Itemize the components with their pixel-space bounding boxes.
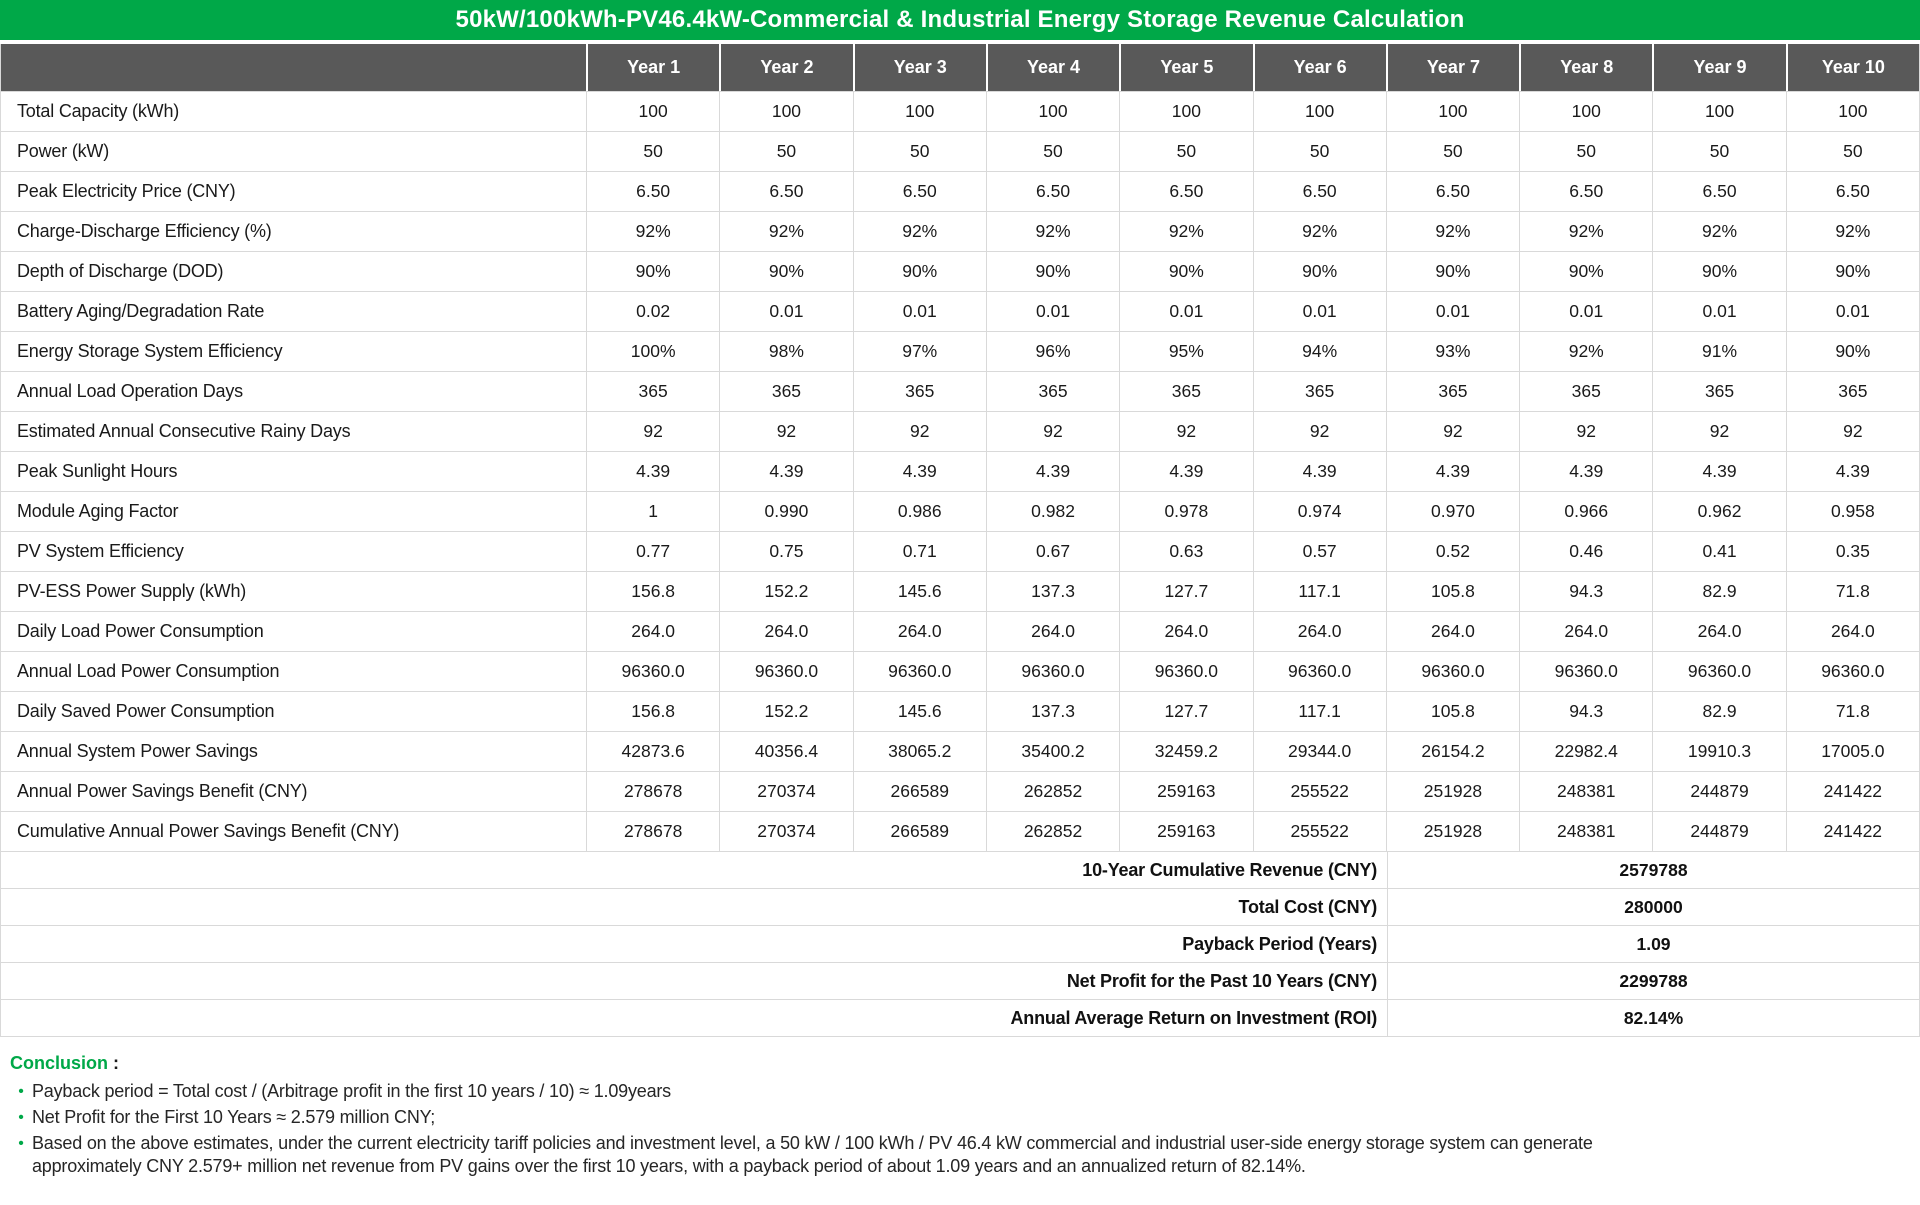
summary-value: 2579788 xyxy=(1387,852,1919,888)
data-cell: 1 xyxy=(586,492,719,531)
data-cell: 270374 xyxy=(719,772,852,811)
data-cell: 100 xyxy=(1386,92,1519,131)
summary-row xyxy=(1,889,1919,926)
table-row xyxy=(1,132,1919,172)
summary-value: 82.14% xyxy=(1387,1000,1919,1036)
data-cell: 38065.2 xyxy=(853,732,986,771)
data-cell: 92% xyxy=(1786,212,1919,251)
data-cell: 251928 xyxy=(1386,812,1519,851)
data-cell: 255522 xyxy=(1253,772,1386,811)
data-cell: 0.974 xyxy=(1253,492,1386,531)
data-cell: 262852 xyxy=(986,812,1119,851)
data-cell: 241422 xyxy=(1786,772,1919,811)
row-label-cell: Annual Load Power Consumption xyxy=(17,661,280,681)
data-cell: 42873.6 xyxy=(586,732,719,771)
data-cell: 0.01 xyxy=(853,292,986,331)
data-cell: 278678 xyxy=(586,812,719,851)
data-cell: 92 xyxy=(986,412,1119,451)
year-header-cell: Year 8 xyxy=(1519,44,1652,91)
revenue-table xyxy=(0,44,1920,1037)
data-cell: 6.50 xyxy=(1119,172,1252,211)
data-cell: 4.39 xyxy=(719,452,852,491)
data-cell: 100 xyxy=(1519,92,1652,131)
data-cell: 137.3 xyxy=(986,692,1119,731)
row-label-cell: PV-ESS Power Supply (kWh) xyxy=(17,581,247,601)
data-cell: 0.990 xyxy=(719,492,852,531)
data-cell: 96360.0 xyxy=(853,652,986,691)
data-cell: 264.0 xyxy=(1519,612,1652,651)
data-cell: 82.9 xyxy=(1652,572,1785,611)
data-cell: 94.3 xyxy=(1519,572,1652,611)
title-bar xyxy=(0,0,1920,40)
data-cell: 264.0 xyxy=(1253,612,1386,651)
summary-value: 280000 xyxy=(1387,889,1919,925)
summary-label: 10-Year Cumulative Revenue (CNY) xyxy=(1082,859,1377,880)
table-row xyxy=(1,252,1919,292)
bullet-item xyxy=(10,1080,1700,1103)
data-cell: 264.0 xyxy=(1652,612,1785,651)
data-cell: 127.7 xyxy=(1119,572,1252,611)
data-cell: 4.39 xyxy=(1386,452,1519,491)
year-header-cell: Year 1 xyxy=(586,44,719,91)
bullet-text: Net Profit for the First 10 Years ≈ 2.579 million CNY; xyxy=(32,1107,436,1127)
data-cell: 244879 xyxy=(1652,812,1785,851)
data-cell: 96360.0 xyxy=(1519,652,1652,691)
row-label-cell: Energy Storage System Efficiency xyxy=(17,341,283,361)
data-cell: 92 xyxy=(586,412,719,451)
table-row xyxy=(1,492,1919,532)
data-cell: 32459.2 xyxy=(1119,732,1252,771)
data-cell: 96360.0 xyxy=(586,652,719,691)
data-cell: 270374 xyxy=(719,812,852,851)
data-cell: 6.50 xyxy=(1786,172,1919,211)
row-label-cell: Peak Sunlight Hours xyxy=(17,461,178,481)
data-cell: 0.962 xyxy=(1652,492,1785,531)
data-cell: 117.1 xyxy=(1253,572,1386,611)
data-cell: 71.8 xyxy=(1786,572,1919,611)
data-cell: 0.46 xyxy=(1519,532,1652,571)
data-cell: 0.01 xyxy=(1652,292,1785,331)
data-cell: 92 xyxy=(1253,412,1386,451)
data-cell: 94.3 xyxy=(1519,692,1652,731)
data-cell: 90% xyxy=(853,252,986,291)
data-cell: 50 xyxy=(1519,132,1652,171)
data-cell: 0.77 xyxy=(586,532,719,571)
data-cell: 71.8 xyxy=(1786,692,1919,731)
table-row xyxy=(1,212,1919,252)
table-row xyxy=(1,732,1919,772)
data-cell: 251928 xyxy=(1386,772,1519,811)
data-cell: 117.1 xyxy=(1253,692,1386,731)
data-cell: 22982.4 xyxy=(1519,732,1652,771)
data-cell: 156.8 xyxy=(586,572,719,611)
data-cell: 96360.0 xyxy=(1253,652,1386,691)
data-cell: 152.2 xyxy=(719,692,852,731)
data-cell: 241422 xyxy=(1786,812,1919,851)
data-cell: 0.75 xyxy=(719,532,852,571)
data-cell: 100 xyxy=(986,92,1119,131)
data-cell: 92% xyxy=(1253,212,1386,251)
data-cell: 92% xyxy=(719,212,852,251)
bullet-item xyxy=(10,1132,1700,1178)
data-cell: 100 xyxy=(1786,92,1919,131)
row-label-cell: PV System Efficiency xyxy=(17,541,184,561)
data-cell: 266589 xyxy=(853,812,986,851)
data-cell: 0.970 xyxy=(1386,492,1519,531)
data-cell: 100 xyxy=(853,92,986,131)
table-row xyxy=(1,652,1919,692)
row-label-cell: Depth of Discharge (DOD) xyxy=(17,261,224,281)
data-cell: 92% xyxy=(1652,212,1785,251)
data-cell: 92 xyxy=(1519,412,1652,451)
data-cell: 264.0 xyxy=(986,612,1119,651)
row-label-cell: Annual Power Savings Benefit (CNY) xyxy=(17,781,308,801)
data-cell: 0.986 xyxy=(853,492,986,531)
year-header-cell: Year 9 xyxy=(1652,44,1785,91)
data-cell: 100 xyxy=(719,92,852,131)
summary-row xyxy=(1,1000,1919,1037)
table-row xyxy=(1,772,1919,812)
data-cell: 50 xyxy=(853,132,986,171)
data-cell: 6.50 xyxy=(1386,172,1519,211)
data-cell: 90% xyxy=(1119,252,1252,291)
year-header-cell: Year 7 xyxy=(1386,44,1519,91)
data-cell: 96% xyxy=(986,332,1119,371)
data-cell: 92% xyxy=(1386,212,1519,251)
data-cell: 93% xyxy=(1386,332,1519,371)
data-cell: 95% xyxy=(1119,332,1252,371)
year-header-cell: Year 10 xyxy=(1786,44,1919,91)
row-label-cell: Daily Saved Power Consumption xyxy=(17,701,275,721)
data-cell: 0.982 xyxy=(986,492,1119,531)
data-cell: 266589 xyxy=(853,772,986,811)
data-cell: 92% xyxy=(986,212,1119,251)
data-cell: 0.41 xyxy=(1652,532,1785,571)
data-cell: 90% xyxy=(1652,252,1785,291)
data-cell: 0.01 xyxy=(1119,292,1252,331)
data-cell: 365 xyxy=(853,372,986,411)
data-cell: 6.50 xyxy=(1253,172,1386,211)
data-cell: 4.39 xyxy=(986,452,1119,491)
data-cell: 92 xyxy=(1652,412,1785,451)
table-row xyxy=(1,572,1919,612)
data-cell: 4.39 xyxy=(1253,452,1386,491)
table-row xyxy=(1,172,1919,212)
table-row xyxy=(1,412,1919,452)
table-row xyxy=(1,692,1919,732)
data-cell: 4.39 xyxy=(586,452,719,491)
data-cell: 90% xyxy=(719,252,852,291)
data-cell: 96360.0 xyxy=(1119,652,1252,691)
data-cell: 4.39 xyxy=(853,452,986,491)
data-cell: 94% xyxy=(1253,332,1386,371)
data-cell: 90% xyxy=(1786,332,1919,371)
table-row xyxy=(1,372,1919,412)
data-cell: 152.2 xyxy=(719,572,852,611)
year-header-cell: Year 2 xyxy=(719,44,852,91)
data-cell: 92 xyxy=(1786,412,1919,451)
data-cell: 6.50 xyxy=(986,172,1119,211)
data-cell: 50 xyxy=(1253,132,1386,171)
data-cell: 264.0 xyxy=(853,612,986,651)
year-header-cell: Year 6 xyxy=(1253,44,1386,91)
summary-row xyxy=(1,963,1919,1000)
data-cell: 264.0 xyxy=(1119,612,1252,651)
data-cell: 105.8 xyxy=(1386,572,1519,611)
data-cell: 35400.2 xyxy=(986,732,1119,771)
data-cell: 365 xyxy=(1652,372,1785,411)
page-title: 50kW/100kWh-PV46.4kW-Commercial & Industrial Energy Storage Revenue Calculation xyxy=(455,6,1465,33)
row-label-cell: Module Aging Factor xyxy=(17,501,179,521)
year-header-cell: Year 4 xyxy=(986,44,1119,91)
row-label-cell: Total Capacity (kWh) xyxy=(17,101,180,121)
data-cell: 365 xyxy=(1119,372,1252,411)
bullet-icon: • xyxy=(18,1083,24,1100)
data-cell: 105.8 xyxy=(1386,692,1519,731)
data-cell: 365 xyxy=(586,372,719,411)
data-cell: 0.52 xyxy=(1386,532,1519,571)
data-cell: 0.71 xyxy=(853,532,986,571)
data-cell: 264.0 xyxy=(1786,612,1919,651)
data-cell: 4.39 xyxy=(1786,452,1919,491)
row-label-cell: Estimated Annual Consecutive Rainy Days xyxy=(17,421,351,441)
table-row xyxy=(1,532,1919,572)
data-cell: 4.39 xyxy=(1119,452,1252,491)
data-cell: 0.01 xyxy=(1386,292,1519,331)
data-cell: 248381 xyxy=(1519,812,1652,851)
data-cell: 0.63 xyxy=(1119,532,1252,571)
data-cell: 92% xyxy=(853,212,986,251)
table-row xyxy=(1,292,1919,332)
data-cell: 82.9 xyxy=(1652,692,1785,731)
data-cell: 29344.0 xyxy=(1253,732,1386,771)
data-cell: 4.39 xyxy=(1519,452,1652,491)
table-body xyxy=(1,92,1919,852)
table-row xyxy=(1,332,1919,372)
data-cell: 90% xyxy=(1386,252,1519,291)
row-label-cell: Power (kW) xyxy=(17,141,109,161)
data-cell: 0.01 xyxy=(1786,292,1919,331)
summary-value: 1.09 xyxy=(1387,926,1919,962)
row-label-cell: Annual System Power Savings xyxy=(17,741,258,761)
data-cell: 96360.0 xyxy=(719,652,852,691)
data-cell: 26154.2 xyxy=(1386,732,1519,771)
data-cell: 50 xyxy=(586,132,719,171)
row-label-cell: Annual Load Operation Days xyxy=(17,381,243,401)
data-cell: 259163 xyxy=(1119,772,1252,811)
data-cell: 92% xyxy=(1519,332,1652,371)
data-cell: 90% xyxy=(1519,252,1652,291)
data-cell: 50 xyxy=(1786,132,1919,171)
data-cell: 91% xyxy=(1652,332,1785,371)
data-cell: 0.01 xyxy=(1253,292,1386,331)
data-cell: 90% xyxy=(586,252,719,291)
conclusion-bullet-list xyxy=(10,1080,1700,1178)
data-cell: 264.0 xyxy=(586,612,719,651)
data-cell: 17005.0 xyxy=(1786,732,1919,771)
data-cell: 365 xyxy=(986,372,1119,411)
bullet-item xyxy=(10,1106,1700,1129)
data-cell: 365 xyxy=(1386,372,1519,411)
row-label-cell: Charge-Discharge Efficiency (%) xyxy=(17,221,272,241)
data-cell: 50 xyxy=(1119,132,1252,171)
data-cell: 100 xyxy=(1119,92,1252,131)
data-cell: 262852 xyxy=(986,772,1119,811)
data-cell: 96360.0 xyxy=(986,652,1119,691)
conclusion-colon: : xyxy=(108,1053,119,1073)
data-cell: 97% xyxy=(853,332,986,371)
data-cell: 127.7 xyxy=(1119,692,1252,731)
year-header-cell: Year 5 xyxy=(1119,44,1252,91)
data-cell: 365 xyxy=(1519,372,1652,411)
summary-label: Annual Average Return on Investment (ROI) xyxy=(1010,1007,1377,1028)
data-cell: 90% xyxy=(1786,252,1919,291)
year-header-cell: Year 3 xyxy=(853,44,986,91)
table-row xyxy=(1,612,1919,652)
data-cell: 0.57 xyxy=(1253,532,1386,571)
data-cell: 0.35 xyxy=(1786,532,1919,571)
data-cell: 264.0 xyxy=(719,612,852,651)
data-cell: 259163 xyxy=(1119,812,1252,851)
data-cell: 96360.0 xyxy=(1786,652,1919,691)
bullet-text: Payback period = Total cost / (Arbitrage profit in the first 10 years / 10) ≈ 1.09years xyxy=(32,1081,671,1101)
data-cell: 92% xyxy=(586,212,719,251)
table-header-row xyxy=(1,44,1919,92)
row-label-cell: Battery Aging/Degradation Rate xyxy=(17,301,265,321)
data-cell: 19910.3 xyxy=(1652,732,1785,771)
data-cell: 0.958 xyxy=(1786,492,1919,531)
data-cell: 92% xyxy=(1119,212,1252,251)
summary-row xyxy=(1,852,1919,889)
data-cell: 50 xyxy=(1386,132,1519,171)
data-cell: 4.39 xyxy=(1652,452,1785,491)
row-label-cell: Peak Electricity Price (CNY) xyxy=(17,181,236,201)
data-cell: 278678 xyxy=(586,772,719,811)
bullet-icon: • xyxy=(18,1135,24,1152)
data-cell: 6.50 xyxy=(719,172,852,211)
data-cell: 0.966 xyxy=(1519,492,1652,531)
header-corner-cell xyxy=(1,44,586,91)
data-cell: 50 xyxy=(719,132,852,171)
data-cell: 96360.0 xyxy=(1652,652,1785,691)
data-cell: 100 xyxy=(1253,92,1386,131)
data-cell: 255522 xyxy=(1253,812,1386,851)
data-cell: 6.50 xyxy=(1652,172,1785,211)
data-cell: 0.01 xyxy=(719,292,852,331)
data-cell: 6.50 xyxy=(1519,172,1652,211)
data-cell: 365 xyxy=(719,372,852,411)
data-cell: 90% xyxy=(1253,252,1386,291)
conclusion-heading-row xyxy=(10,1053,1910,1074)
data-cell: 0.02 xyxy=(586,292,719,331)
data-cell: 100 xyxy=(1652,92,1785,131)
summary-label: Net Profit for the Past 10 Years (CNY) xyxy=(1066,970,1377,991)
summary-label: Total Cost (CNY) xyxy=(1238,896,1377,917)
conclusion-section xyxy=(0,1037,1920,1178)
table-row xyxy=(1,92,1919,132)
data-cell: 96360.0 xyxy=(1386,652,1519,691)
table-row xyxy=(1,452,1919,492)
data-cell: 100% xyxy=(586,332,719,371)
data-cell: 6.50 xyxy=(586,172,719,211)
row-label-cell: Cumulative Annual Power Savings Benefit (CNY) xyxy=(17,821,400,841)
table-row xyxy=(1,812,1919,852)
data-cell: 40356.4 xyxy=(719,732,852,771)
bullet-text: Based on the above estimates, under the current electricity tariff policies and investment level, a 50 kW / 100 kWh / PV 46.4 kW commercial and industrial user-side energy storage system can generate approximately CNY 2.579+ million net revenue from PV gains over the first 10 years, with a payback period of about 1.09 years and an annualized return of 82.14%. xyxy=(32,1133,1593,1176)
data-cell: 92 xyxy=(719,412,852,451)
data-cell: 0.978 xyxy=(1119,492,1252,531)
data-cell: 264.0 xyxy=(1386,612,1519,651)
data-cell: 248381 xyxy=(1519,772,1652,811)
summary-label: Payback Period (Years) xyxy=(1182,933,1377,954)
summary-section xyxy=(1,852,1919,1037)
row-label-cell: Daily Load Power Consumption xyxy=(17,621,264,641)
data-cell: 0.01 xyxy=(986,292,1119,331)
data-cell: 145.6 xyxy=(853,692,986,731)
data-cell: 0.67 xyxy=(986,532,1119,571)
conclusion-heading: Conclusion xyxy=(10,1053,108,1073)
data-cell: 365 xyxy=(1253,372,1386,411)
data-cell: 90% xyxy=(986,252,1119,291)
data-cell: 137.3 xyxy=(986,572,1119,611)
data-cell: 92% xyxy=(1519,212,1652,251)
data-cell: 50 xyxy=(1652,132,1785,171)
data-cell: 244879 xyxy=(1652,772,1785,811)
summary-row xyxy=(1,926,1919,963)
data-cell: 98% xyxy=(719,332,852,371)
data-cell: 92 xyxy=(853,412,986,451)
data-cell: 6.50 xyxy=(853,172,986,211)
data-cell: 92 xyxy=(1119,412,1252,451)
bullet-icon: • xyxy=(18,1109,24,1126)
data-cell: 145.6 xyxy=(853,572,986,611)
data-cell: 156.8 xyxy=(586,692,719,731)
data-cell: 50 xyxy=(986,132,1119,171)
data-cell: 100 xyxy=(586,92,719,131)
summary-value: 2299788 xyxy=(1387,963,1919,999)
data-cell: 0.01 xyxy=(1519,292,1652,331)
data-cell: 92 xyxy=(1386,412,1519,451)
data-cell: 365 xyxy=(1786,372,1919,411)
